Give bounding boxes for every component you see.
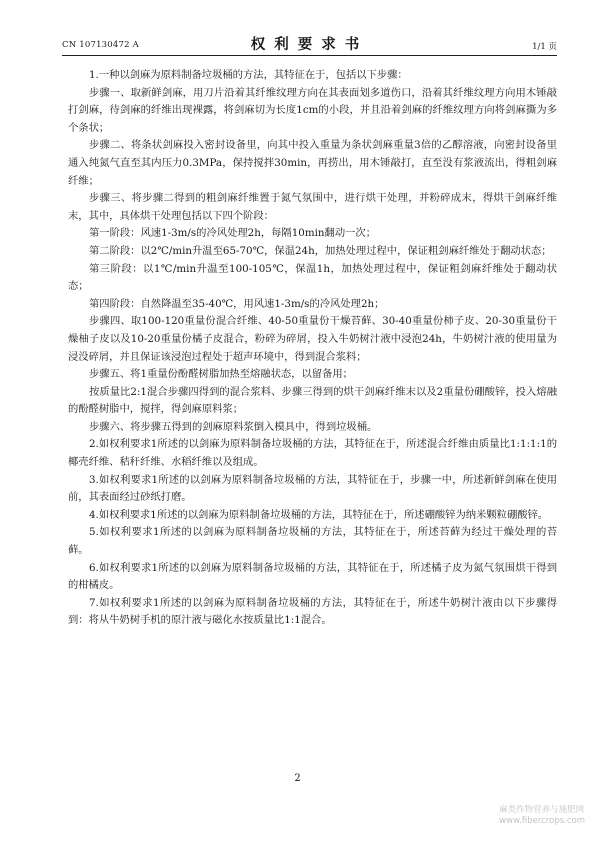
claim-1-step-5-mixing: 按质量比2:1混合步骤四得到的混合浆料、步骤三得到的烘干剑麻纤维末以及2重量份硼酸锌，投入熔融的酚醛树脂中，搅拌，得剑麻原料浆； — [68, 385, 557, 416]
claim-3: 3.如权利要求1所述的以剑麻为原料制备垃圾桶的方法，其特征在于，步骤一中，所述新鲜剑麻在使用前，其表面经过砂纸打磨。 — [68, 473, 557, 504]
watermark — [499, 805, 585, 827]
claim-5: 5.如权利要求1所述的以剑麻为原料制备垃圾桶的方法，其特征在于，所述苔藓为经过干燥处理的苔藓。 — [68, 526, 557, 557]
claim-1-stage-3: 第三阶段：以1℃/min升温至100-105℃，保温1h，加热处理过程中，保证粗剑麻纤维处于翻动状态； — [68, 262, 557, 293]
claim-6: 6.如权利要求1所述的以剑麻为原料制备垃圾桶的方法，其特征在于，所述橘子皮为氮气氛围烘干得到的柑橘皮。 — [68, 561, 557, 592]
claim-4: 4.如权利要求1所述的以剑麻为原料制备垃圾桶的方法，其特征在于，所述硼酸锌为纳米颗粒硼酸锌。 — [89, 508, 549, 521]
watermark-url: www.fibercrops.com — [499, 816, 585, 826]
claim-1-step-1: 步骤一、取新鲜剑麻，用刀片沿着其纤维纹理方向在其表面划多道伤口，沿着其纤维纹理方向用木锤敲打剑麻，待剑麻的纤维出现裸露，将剑麻切为长度1cm的小段，并且沿着剑麻的纤维纹理方向将剑麻撕为多个条状； — [68, 86, 557, 134]
claim-1-stage-1: 第一阶段：风速1-3m/s的冷风处理2h，每隔10min翻动一次； — [89, 227, 377, 240]
page-title: 权利要求书 — [250, 36, 369, 53]
claim-1-step-4: 步骤四、取100-120重量份混合纤维、40-50重量份干燥苔藓、30-40重量份柿子皮、20-30重量份干燥柚子皮以及10-20重量份橘子皮混合，粉碎为碎屑，投入牛奶树汁液中浸泡24h，牛奶树汁液的使用量为浸没碎屑，并且保证该浸泡过程处于超声环境中，得到混合浆料； — [68, 315, 557, 363]
claim-1-step-6: 步骤六、将步骤五得到的剑麻原料浆倒入模具中，得到垃圾桶。 — [89, 420, 378, 433]
claim-1-intro: 1.一种以剑麻为原料制备垃圾桶的方法，其特征在于，包括以下步骤： — [89, 69, 408, 81]
claim-1-step-3: 步骤三、将步骤二得到的粗剑麻纤维置于氮气氛围中，进行烘干处理，并粉碎成末，得烘干剑麻纤维末，其中，具体烘干处理包括以下四个阶段： — [68, 192, 557, 222]
claims-body — [68, 67, 557, 630]
claim-1-stage-4: 第四阶段：自然降温至35-40℃，用风速1-3m/s的冷风处理2h； — [89, 297, 385, 310]
document-number: CN 107130472 A — [62, 40, 139, 50]
claim-7: 7.如权利要求1所述的以剑麻为原料制备垃圾桶的方法，其特征在于，所述牛奶树汁液由以下步骤得到：将从牛奶树手机的原汁液与磁化水按质量比1:1混合。 — [68, 596, 557, 627]
page-number: 2 — [294, 773, 301, 784]
page-header — [62, 33, 557, 56]
claim-1-stage-2: 第二阶段：以2℃/min升温至65-70℃，保温24h，加热处理过程中，保证粗剑麻纤维处于翻动状态； — [89, 244, 552, 257]
page-indicator: 1/1 页 — [532, 42, 557, 52]
claim-2: 2.如权利要求1所述的以剑麻为原料制备垃圾桶的方法，其特征在于，所述混合纤维由质量比1:1:1:1的椰壳纤维、秸秆纤维、水稻纤维以及组成。 — [68, 438, 557, 469]
claim-1-step-2: 步骤二、将条状剑麻投入密封设备里，向其中投入重量为条状剑麻重量3倍的乙醇溶液，向密封设备里通入纯氮气直至其内压力0.3MPa，保持搅拌30min，再捞出，用木锤敲打，直至没有浆液流出，得粗剑麻纤维； — [68, 139, 557, 187]
watermark-site-name: 麻类作物营养与施肥网 — [499, 805, 585, 815]
claim-1-step-5: 步骤五、将1重量份酚醛树脂加热至熔融状态，以留备用； — [89, 368, 353, 381]
